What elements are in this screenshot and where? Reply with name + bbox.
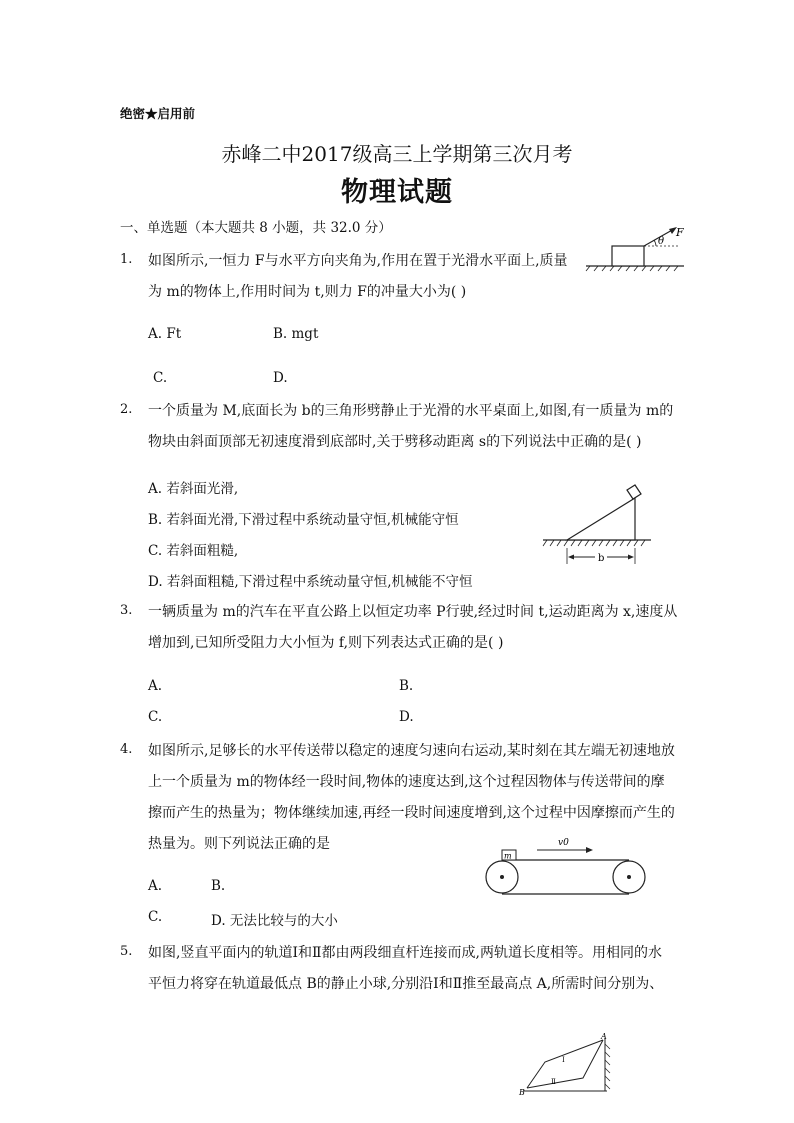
option-a: A. <box>148 878 163 894</box>
option-d: D. 无法比较与的大小 <box>211 913 338 929</box>
subject-title: 物理试题 <box>341 177 453 208</box>
question-text: 为 m的物体上,作用时间为 t,则力 F的冲量大小为( ) <box>148 284 467 300</box>
option-a: A. 若斜面光滑, <box>148 481 239 497</box>
point-a-label: A <box>601 1032 607 1041</box>
velocity-label: v0 <box>558 838 569 848</box>
base-label: b <box>598 553 605 564</box>
track-1-label: Ⅰ <box>562 1056 565 1064</box>
track-2-label: Ⅱ <box>551 1078 556 1086</box>
question-text: 如图所示,一恒力 F与水平方向夹角为,作用在置于光滑水平面上,质量 <box>148 253 568 269</box>
option-c: C. <box>148 709 163 725</box>
option-b: B. <box>399 678 414 694</box>
mass-label: m <box>504 851 512 861</box>
question-number: 4. <box>120 742 133 757</box>
option-d: D. <box>399 709 414 725</box>
question-text: 擦而产生的热量为；物体继续加速,再经一段时间速度增到,这个过程中因摩擦而产生的 <box>148 805 675 821</box>
option-c: C. <box>148 909 163 925</box>
question-text: 一个质量为 M,底面长为 b的三角形劈静止于光滑的水平桌面上,如图,有一质量为 m的 <box>148 403 674 419</box>
question-text: 如图,竖直平面内的轨道Ⅰ和Ⅱ都由两段细直杆连接而成,两轨道长度相等。用相同的水 <box>148 945 662 961</box>
angle-label: θ <box>658 236 665 247</box>
option-b: B. 若斜面光滑,下滑过程中系统动量守恒,机械能守恒 <box>148 512 459 528</box>
school-title: 赤峰二中2017级高三上学期第三次月考 <box>221 142 573 166</box>
point-b-label: B <box>519 1088 525 1097</box>
question-text: 物块由斜面顶部无初速度滑到底部时,关于劈移动距离 s的下列说法中正确的是( ) <box>148 434 642 450</box>
secret-label: 绝密★启用前 <box>120 106 196 121</box>
force-label: F <box>676 226 684 239</box>
question-text: 增加到,已知所受阻力大小恒为 f,则下列表达式正确的是( ) <box>148 635 504 651</box>
conveyor-figure <box>485 832 650 898</box>
option-b: B. mgt <box>273 326 319 342</box>
question-number: 2. <box>120 402 133 417</box>
option-b: B. <box>211 878 226 894</box>
question-text: 上一个质量为 m的物体经一段时间,物体的速度达到,这个过程因物体与传送带间的摩 <box>148 774 665 790</box>
option-a: A. Ft <box>148 326 182 342</box>
option-d: D. 若斜面粗糙,下滑过程中系统动量守恒,机械能不守恒 <box>148 574 473 590</box>
track-figure <box>515 1034 615 1096</box>
question-text: 热量为。则下列说法正确的是 <box>148 836 330 852</box>
option-a: A. <box>148 678 163 694</box>
wedge-figure <box>543 480 653 566</box>
option-d: D. <box>273 370 288 386</box>
question-number: 5. <box>120 944 133 959</box>
question-number: 3. <box>120 603 133 618</box>
option-c: C. 若斜面粗糙, <box>148 543 239 559</box>
option-c: C. <box>153 370 168 386</box>
question-number: 1. <box>120 252 133 267</box>
question-text: 一辆质量为 m的汽车在平直公路上以恒定功率 P行驶,经过时间 t,运动距离为 x,速度从 <box>148 604 678 620</box>
question-text: 平恒力将穿在轨道最低点 B的静止小球,分别沿Ⅰ和Ⅱ推至最高点 A,所需时间分别为、 <box>148 976 664 992</box>
section-heading: 一、单选题（本大题共 8 小题，共 32.0 分） <box>120 220 392 236</box>
question-text: 如图所示,足够长的水平传送带以稳定的速度匀速向右运动,某时刻在其左端无初速地放 <box>148 743 675 759</box>
force-block-figure <box>586 226 696 272</box>
